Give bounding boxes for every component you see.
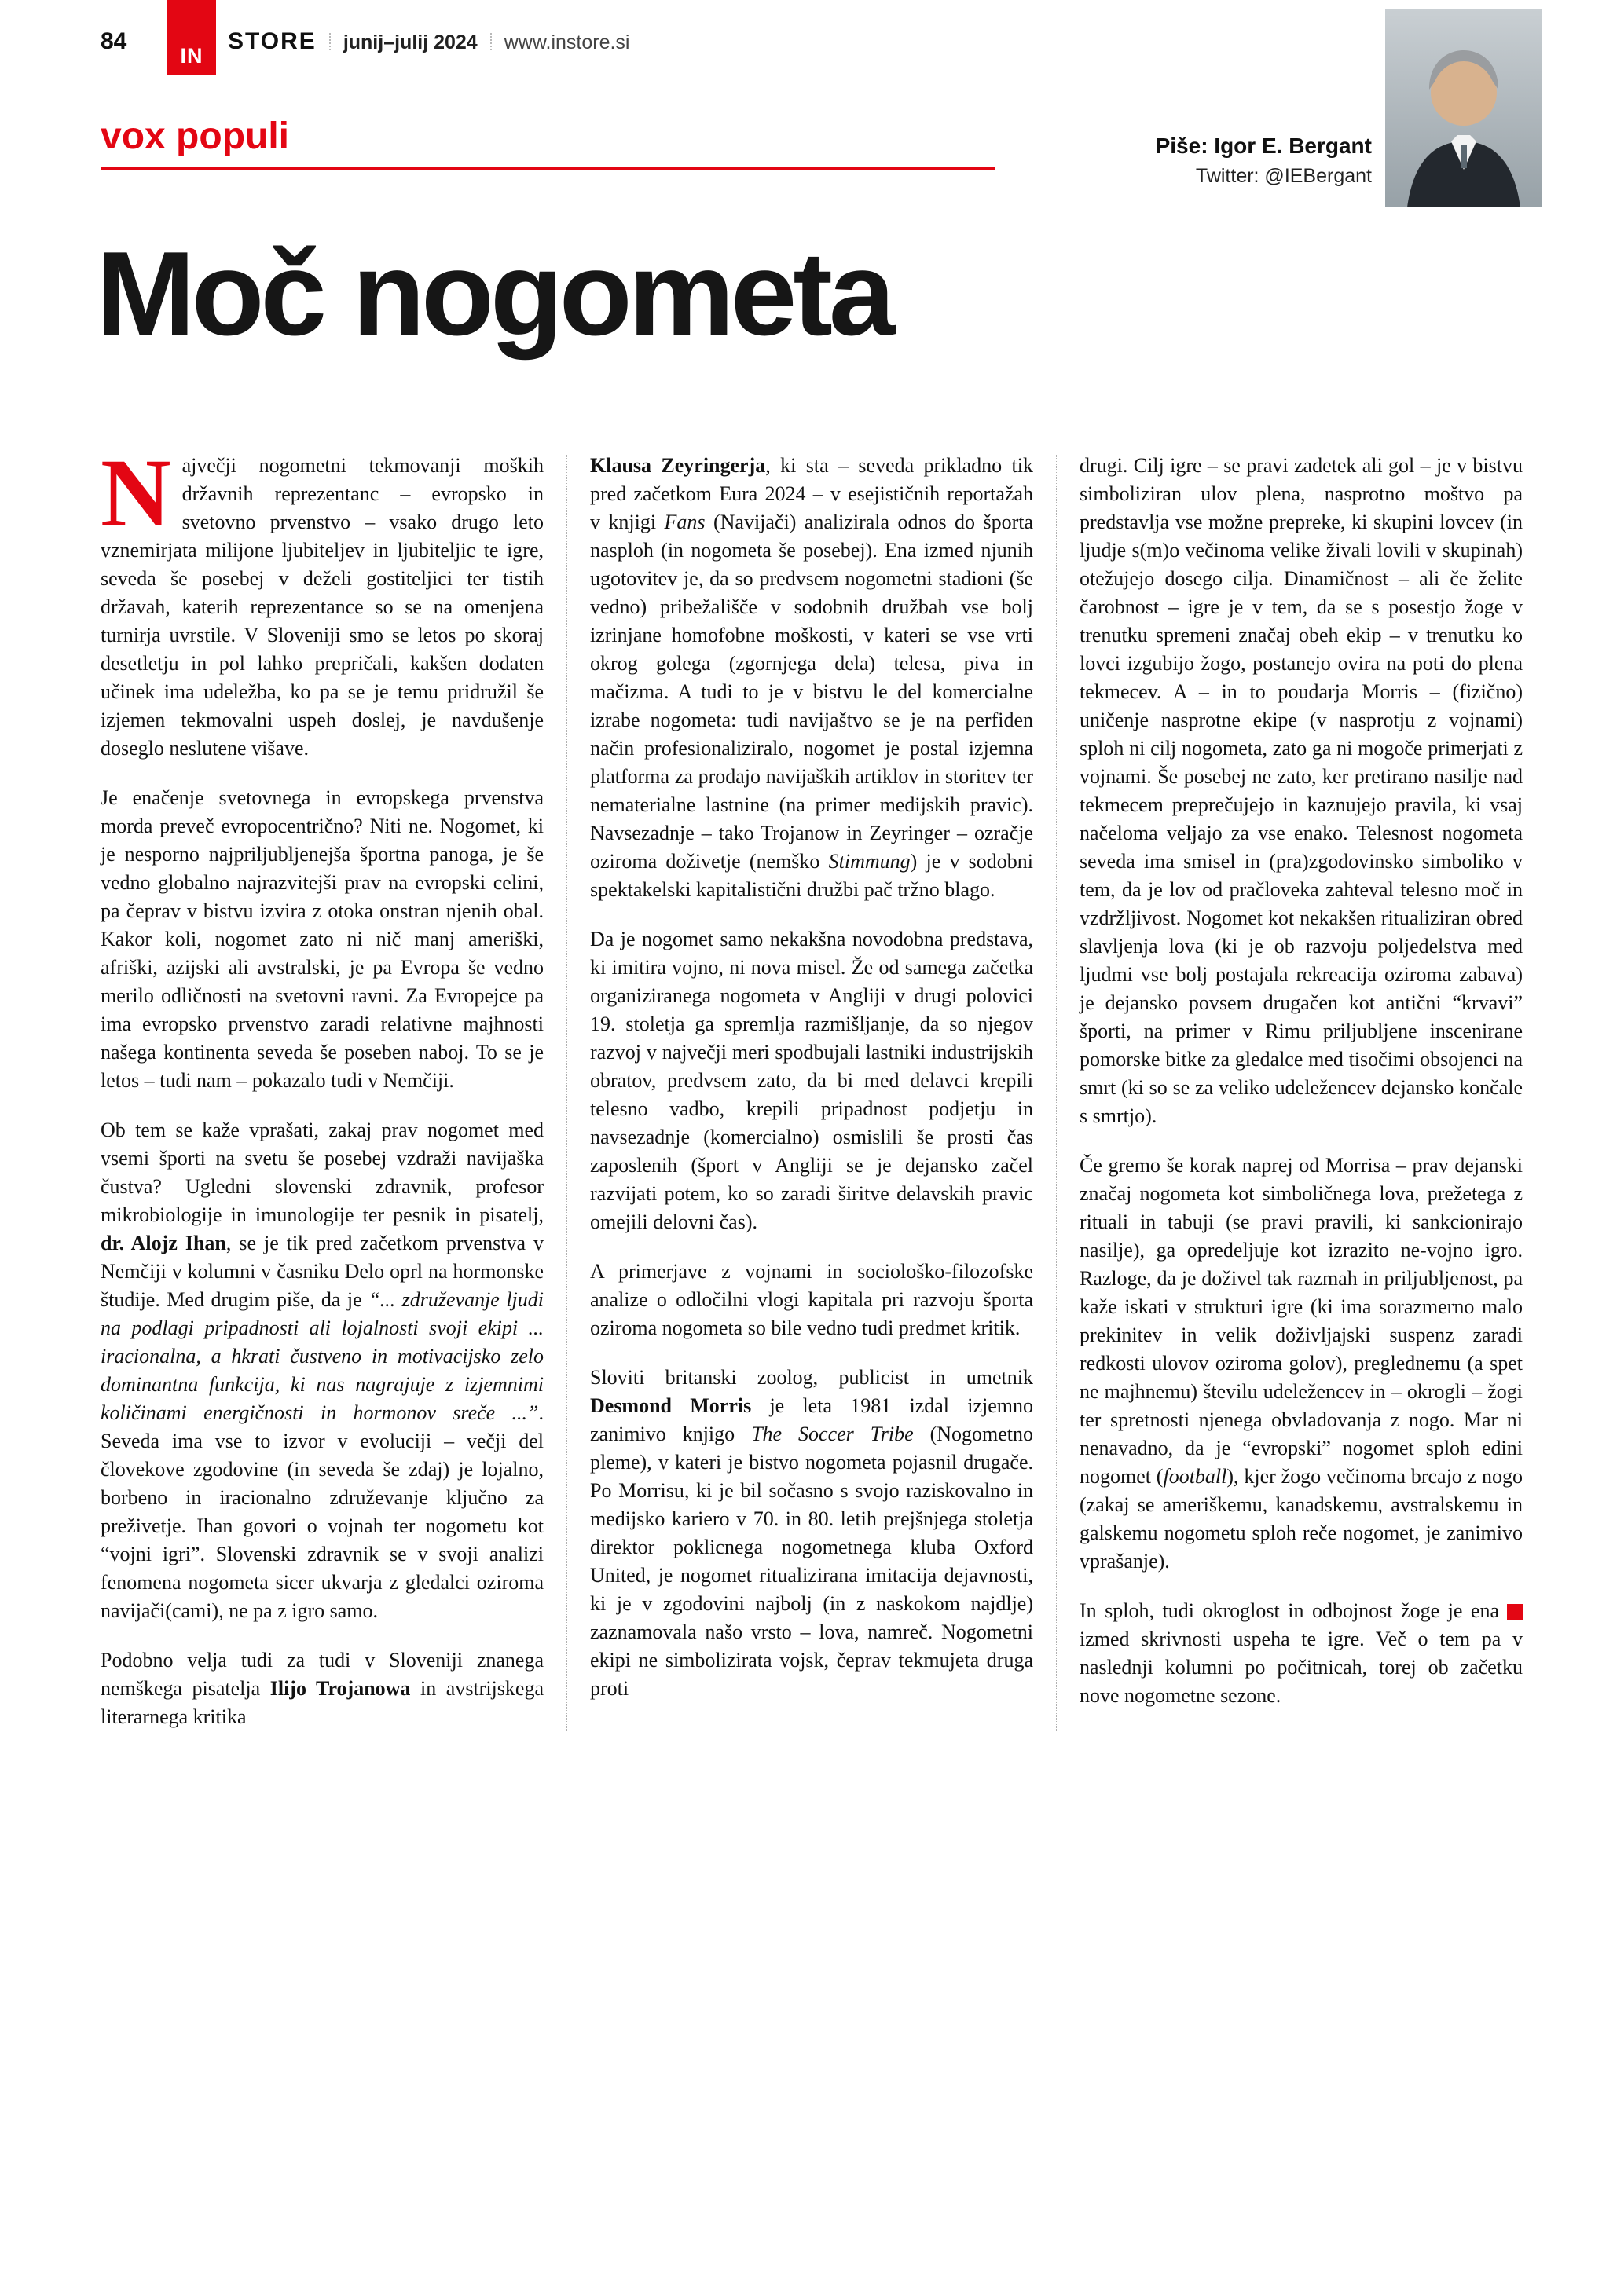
header-divider-icon (329, 33, 331, 50)
drop-cap: N (101, 439, 171, 547)
text-segment: Klausa Zeyringerja (590, 454, 766, 477)
paragraph (590, 1364, 1033, 1703)
section-title: vox populi (101, 115, 289, 157)
text-segment: , se je tik pred začetkom prvenstva v Nemčiji v kolumni v časniku Delo oprl na hormonske študije. Med drugim piše, da je (101, 1232, 544, 1311)
column-1 (101, 439, 544, 1731)
text-segment: drugi. Cilj igre – se pravi zadetek ali gol – je v bistvu simboliziran ulov plena, nasprotno moštvo pa predstavlja vse možne prepreke, ki skupini lovcev (in ljudje s(m)o večinoma velike živali lovili v skupinah) otežujejo dosego cilja. Dinamičnost – ali če želite čarobnost – igre je v tem, da se s posestjo žoge v trenutku spremeni značaj obeh ekip – v trenutku ko lovci izgubijo žogo, postanejo ovira na poti do plena tekmecev. A – in to poudarja Morris – (fizično) uničenje nasprotne ekipe (v nasprotju z vojnami) sploh ni cilj nogometa, zato ga ni mogoče primerjati z vojnami. Še posebej ne zato, ker pretirano nasilje nad tekmecem preprečujejo in kaznujejo pravila, ki vsaj načeloma veljajo za vse enako. Telesnost nogometa seveda ima smisel in (pra)zgodovinsko simboliko v tem, da je lov od pračloveka zahteval telesno moč in vzdržljivost. Nogomet kot nekakšen ritualiziran obred slavljenja lova (ki je ob razvoju poljedelstva med ljudmi vse bolj postajala rekreacija oziroma zabava) je dejansko povsem drugačen kot antični “krvavi” športi, na primer v Rimu priljubljene inscenirane pomorske bitke za gledalce med tisočimi obsojenci na smrt (ki so se za veliko udeležencev dejansko končale s smrtjo). (1080, 454, 1523, 1127)
paragraph (1080, 452, 1523, 1130)
text-segment: Da je nogomet samo nekakšna novodobna predstava, ki imitira vojno, ni nova misel. Že od samega začetka organiziranega nogometa v Angliji v drugi polovici 19. stoletja ga spremlja razmišljanje, da so njegov razvoj v največji meri spodbujali lastniki industrijskih obratov, predvsem zato, da bi med delavci krepili telesno vadbo, krepili pripadnost podjetju in navsezadnje (komercialno) osmislili še prosti čas zaposlenih (šport v Angliji se je dejansko začel razvijati potem, ko so zaradi širitve delavskih pravic omejili delovni čas). (590, 928, 1033, 1233)
text-segment: je leta 1981 izdal izjemno zanimivo knjigo (590, 1394, 1033, 1445)
text-segment: , ki sta – seveda prikladno tik pred začetkom Eura 2024 – v esejističnih reportažah v knjigi (590, 454, 1034, 533)
paragraph (590, 925, 1033, 1236)
paragraph (101, 1116, 544, 1625)
text-segment: Ilijo Trojanowa (269, 1677, 411, 1700)
end-mark (1507, 1604, 1523, 1620)
instore-logo (167, 0, 216, 75)
text-segment: ajvečji nogometni tekmovanji moških državnih reprezentanc – evropsko in svetovno prvenstvo – vsako drugo leto vznemirjata milijone ljubiteljev in ljubiteljic te igre, seveda še posebej v deželi gostiteljici ter tistih državah, katerih reprezentance so se na omenjena turnirja uvrstile. V Sloveniji smo se letos po skoraj desetletju in pol lahko prepričali, kakšen dodaten učinek ima udeležba, ko pa se je temu pridružil še izjemen tekmovalni uspeh doslej, je navdušenje doseglo neslutene višave. (101, 454, 544, 760)
issue-date: junij–julij 2024 (343, 31, 478, 53)
paragraph (1080, 1152, 1523, 1576)
text-segment: in avstrijskega literarnega kritika (101, 1677, 544, 1728)
text-segment: (Navijači) analizirala odnos do športa nasploh (in nogometa še posebej). Ena izmed njunih ugotovitev je, da so predvsem nogometni stadioni (še vedno) pribežališče v sodobnih družbah vse bolj izrinjane homofobne moškosti, v kateri se vse vrti okrog golega (zgornjega dela) telesa, piva in mačizma. A tudi to je v bistvu le del komercialne izrabe nogometa: tudi navijaštvo se je na perfiden način profesionaliziralo, nogomet je postal izjemna platforma za prodajo navijaških artiklov in storitev ter nematerialne lastnine (na primer medijskih pravic). Navsezadnje – tako Trojanow in Zeyringer – ozračje oziroma doživetje (nemško (590, 511, 1034, 873)
byline-author: Piše: Igor E. Bergant (1155, 134, 1372, 158)
header-divider-icon (490, 33, 492, 50)
text-segment: football (1163, 1465, 1227, 1488)
instore-logo-in-mark: IN (180, 44, 203, 68)
text-segment: Če gremo še korak naprej od Morrisa – prav dejanski značaj nogometa kot simboličnega lova, prežetega z rituali in tabuji (se pravi pravili, ki sankcionirajo nasilje), ga opredeljuje kot izrazito ne-vojno igro. Razloge, da je doživel tak razmah in priljubljenost, pa kaže iskati v strukturi igre (ki ima sorazmerno malo prekinitev in velik doživljajski suspenz zaradi redkosti ulovov oziroma golov), preglednemu (a spet ne majhnemu) številu udeležencev in – okrogli – žogi ter spretnosti njenega obvladovanja z nogo. Mar ni nenavadno, da je “evropski” nogomet sploh edini nogomet ( (1080, 1154, 1523, 1488)
paragraph (101, 784, 544, 1095)
paragraph (101, 1646, 544, 1731)
text-segment: (Nogometno pleme), v kateri je bistvo nogometa pojasnil drugače. Po Morrisu, ki je bil sočasno s svojo raziskovalno in medijsko kariero v 70. in 80. letih prejšnjega stoletja direktor poklicnega nogometnega kluba Oxford United, je nogomet ritualizirana imitacija dejavnosti, ki je v zgodovini najbolj (in z naskokom najdlje) zaznamovala našo vrsto – lova, namreč. Nogometni ekipi ne simbolizirata vojsk, čeprav tekmujeta druga proti (590, 1423, 1034, 1700)
paragraph (101, 439, 544, 763)
text-segment: Fans (664, 511, 706, 533)
text-segment: . Seveda ima vse to izvor v evoluciji – večji del človekove zgodovine (in seveda še zdaj) je lojalno, borbeno in iracionalno združevanje ključno za preživetje. Ihan govori o vojnah ter nogometu kot “vojni igri”. Slovenski zdravnik se v svoji analizi fenomena nogometa sicer ukvarja z gledalci oziroma navijači(cami), ne pa z igro samo. (101, 1401, 544, 1622)
article-title: Moč nogometa (96, 227, 892, 361)
text-segment: Podobno velja tudi za tudi v Sloveniji znanega nemškega pisatelja (101, 1649, 544, 1700)
website-link[interactable]: www.instore.si (504, 31, 630, 53)
text-segment: Je enačenje svetovnega in evropskega prvenstva morda preveč evropocentrično? Niti ne. Nogomet, ki je nesporno najpriljubljenejša športna panoga, je še vedno globalno najrazvitejši prav na evropski celini, pa čeprav v bistvu izvira z otoka onstran njenih obal. Kakor koli, nogomet zato ni nič manj ameriški, afriški, azijski ali avstralski, je pa Evropa še vedno merilo odličnosti na svetovni ravni. Za Evropejce pa ima evropsko prvenstvo zaradi relativne majhnosti našega kontinenta seveda še poseben naboj. To se je letos – tudi nam – pokazalo tudi v Nemčiji. (101, 786, 544, 1092)
section-divider (101, 167, 995, 170)
author-photo (1385, 9, 1542, 207)
paragraph (590, 1258, 1033, 1342)
page-number: 84 (101, 28, 127, 54)
article-body (101, 439, 1524, 1731)
text-segment: Sloviti britanski zoolog, publicist in umetnik (590, 1366, 1033, 1389)
text-segment: dr. Alojz Ihan (101, 1232, 226, 1254)
text-segment: A primerjave z vojnami in sociološko-filozofske analize o odločilni vlogi kapitala pri razvoju športa oziroma nogometa so bile vedno tudi predmet kritik. (590, 1260, 1033, 1339)
text-segment: ), kjer žogo večinoma brcajo z nogo (zakaj se ameriškemu, kanadskemu, avstralskemu in galskemu nogometu sploh reče nogomet, je zanimivo vprašanje). (1080, 1465, 1523, 1573)
text-segment: The Soccer Tribe (751, 1423, 914, 1445)
column-3 (1080, 452, 1523, 1731)
masthead (228, 28, 629, 55)
byline (943, 134, 1372, 188)
byline-twitter-handle[interactable]: Twitter: @IEBergant (1195, 165, 1372, 187)
text-segment: Desmond Morris (590, 1394, 752, 1417)
text-segment: Stimmung (828, 850, 911, 873)
instore-logo-store: STORE (228, 28, 317, 54)
column-separator (566, 455, 567, 1731)
paragraph (590, 452, 1033, 904)
text-segment: In sploh, tudi okroglost in odbojnost žoge je ena izmed skrivnosti uspeha te igre. Več o tem pa v naslednji kolumni po počitnicah, torej ob začetku nove nogometne sezone. (1080, 1599, 1523, 1707)
author-portrait-image (1385, 9, 1542, 207)
column-2 (590, 452, 1033, 1731)
text-segment: ) je v sodobni spektakelski kapitalistični družbi pač tržno blago. (590, 850, 1033, 901)
text-segment: “... združevanje ljudi na podlagi pripadnosti ali lojalnosti svoji ekipi ... iracionalna, a hkrati čustveno in motivacijsko zelo dominantna funkcija, ki nas nagrajuje z izjemnimi količinami energičnosti in hormonov sreče ...” (101, 1288, 544, 1424)
column-separator (1056, 455, 1057, 1731)
text-segment: Ob tem se kaže vprašati, zakaj prav nogomet med vsemi športi na svetu še posebej vzdraži navijaška čustva? Ugledni slovenski zdravnik, profesor mikrobiologije in imunologije ter pesnik in pisatelj, (101, 1119, 544, 1226)
paragraph (1080, 1597, 1523, 1710)
